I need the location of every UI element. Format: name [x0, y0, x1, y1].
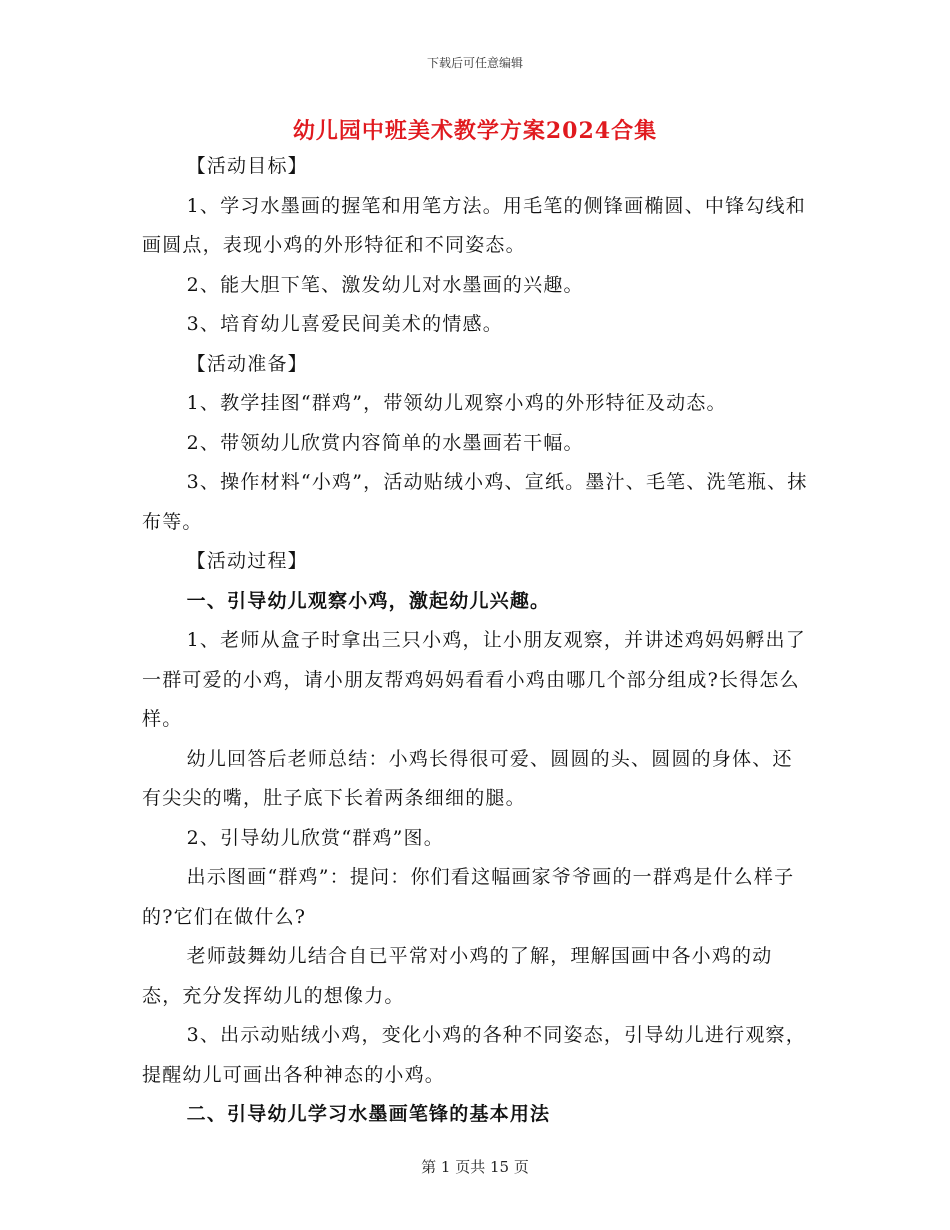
paragraph: 3、出示动贴绒小鸡，变化小鸡的各种不同姿态，引导幼儿进行观察，提醒幼儿可画出各种神态的小鸡。 [142, 1024, 806, 1086]
header-note: 下载后可任意编辑 [426, 56, 523, 70]
paragraph: 【活动过程】 [186, 550, 308, 572]
paragraph: 1、学习水墨画的握笔和用笔方法。用毛笔的侧锋画椭圆、中锋勾线和画圆点，表现小鸡的外形特征和不同姿态。 [142, 194, 806, 256]
paragraph: 出示图画“群鸡”：提问：你们看这幅画家爷爷画的一群鸡是什么样子的?它们在做什么? [142, 866, 795, 928]
paragraph: 2、引导幼儿欣赏“群鸡”图。 [186, 826, 444, 849]
paragraph: 1、老师从盒子时拿出三只小鸡，让小朋友观察，并讲述鸡妈妈孵出了一群可爱的小鸡，请小朋友帮鸡妈妈看看小鸡由哪几个部分组成?长得怎么样。 [142, 629, 806, 730]
document-body [142, 147, 808, 1135]
paragraph: 1、教学挂图“群鸡”，带领幼儿观察小鸡的外形特征及动态。 [186, 392, 727, 414]
section-heading: 二、引导幼儿学习水墨画笔锋的基本用法 [186, 1103, 551, 1125]
section-heading: 一、引导幼儿观察小鸡，激起幼儿兴趣。 [186, 589, 551, 612]
paragraph: 幼儿回答后老师总结：小鸡长得很可爱、圆圆的头、圆圆的身体、还有尖尖的嘴，肚子底下长着两条细细的腿。 [142, 747, 793, 809]
document-title: 幼儿园中班美术教学方案2024合集 [292, 118, 658, 144]
page-number: 第 1 页共 15 页 [421, 1158, 529, 1176]
paragraph: 老师鼓舞幼儿结合自已平常对小鸡的了解，理解国画中各小鸡的动态，充分发挥幼儿的想像力。 [142, 945, 773, 1007]
paragraph: 2、能大胆下笔、激发幼儿对水墨画的兴趣。 [186, 273, 584, 296]
paragraph: 3、培育幼儿喜爱民间美术的情感。 [186, 313, 503, 335]
paragraph: 2、带领幼儿欣赏内容简单的水墨画若干幅。 [186, 431, 584, 454]
paragraph: 【活动目标】 [186, 155, 308, 177]
paragraph: 3、操作材料“小鸡”，活动贴绒小鸡、宣纸。墨汁、毛笔、洗笔瓶、抹布等。 [142, 471, 808, 533]
paragraph: 【活动准备】 [186, 352, 308, 375]
